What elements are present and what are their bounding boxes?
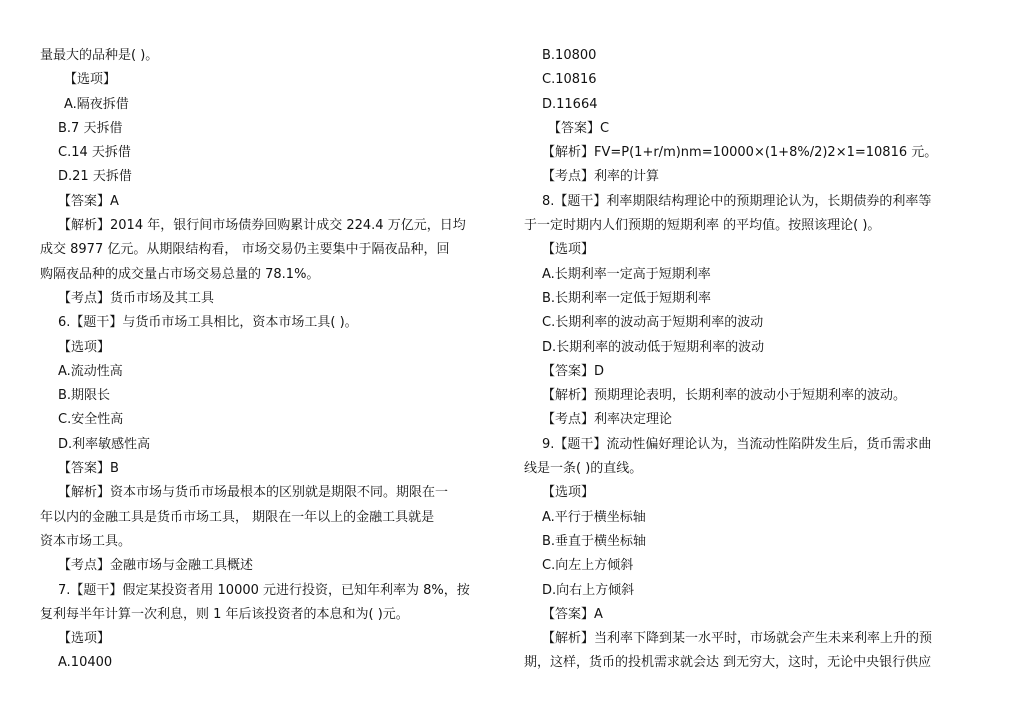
text-line: 购隔夜品种的成交量占市场交易总量的 78.1%。 (40, 266, 320, 282)
text-line: 【考点】利率的计算 (542, 169, 660, 185)
text-line: C.10816 (542, 72, 597, 88)
text-line: 【答案】C (548, 120, 610, 136)
text-line: 7.【题干】假定某投资者用 10000 元进行投资，已知年利率为 8%，按 (58, 582, 470, 598)
text-line: A.流动性高 (58, 363, 123, 379)
text-line: B.10800 (542, 48, 597, 63)
text-line: B.期限长 (58, 388, 111, 404)
text-line: 【答案】B (58, 461, 119, 477)
text-line: 成交 8977 亿元。从期限结构看， 市场交易仍主要集中于隔夜品种，回 (40, 242, 450, 258)
text-line: 【选项】 (58, 339, 111, 355)
text-line: 【解析】资本市场与货币市场最根本的区别就是期限不同。期限在一 (58, 485, 449, 501)
text-line: 6.【题干】与货币市场工具相比，资本市场工具( )。 (58, 315, 358, 331)
right-column (524, 44, 986, 676)
text-line: 【解析】2014 年，银行间市场债券回购累计成交 224.4 万亿元，日均 (58, 218, 466, 234)
text-line: B.垂直于横坐标轴 (542, 533, 647, 549)
text-line: 8.【题干】利率期限结构理论中的预期理论认为，长期债券的利率等 (542, 193, 932, 209)
text-line: 【考点】金融市场与金融工具概述 (58, 558, 254, 574)
text-line: C.安全性高 (58, 412, 124, 428)
text-line: 【解析】当利率下降到某一水平时，市场就会产生未来利率上升的预 (542, 631, 933, 647)
text-line: 【解析】FV=P(1+r/m)nm=10000×(1+8%/2)2×1=10816 元。 (542, 145, 938, 161)
text-line: D.向右上方倾斜 (542, 582, 635, 598)
text-line: 【选项】 (58, 631, 111, 647)
text-line: A.隔夜拆借 (64, 96, 129, 112)
text-line: 复利每半年计算一次利息，则 1 年后该投资者的本息和为( )元。 (40, 606, 409, 622)
text-line: 【选项】 (64, 72, 117, 88)
text-line: 于一定时期内人们预期的短期利率 的平均值。按照该理论( )。 (524, 218, 881, 234)
text-line: 量最大的品种是( )。 (40, 48, 159, 63)
text-line: 线是一条( )的直线。 (524, 461, 643, 477)
text-line: C.长期利率的波动高于短期利率的波动 (542, 315, 764, 331)
text-line: B.7 天拆借 (58, 120, 123, 136)
text-line: 期，这样，货币的投机需求就会达 到无穷大，这时，无论中央银行供应 (524, 655, 932, 671)
text-line: 【考点】货币市场及其工具 (58, 290, 215, 306)
text-line: A.平行于横坐标轴 (542, 509, 646, 525)
text-line: A.10400 (58, 655, 113, 671)
text-line: 9.【题干】流动性偏好理论认为，当流动性陷阱发生后，货币需求曲 (542, 436, 932, 452)
text-line: 【考点】利率决定理论 (542, 412, 673, 428)
text-line: 【选项】 (542, 242, 595, 258)
text-line: B.长期利率一定低于短期利率 (542, 290, 712, 306)
text-line: D.长期利率的波动低于短期利率的波动 (542, 339, 765, 355)
text-line: D.11664 (542, 96, 598, 112)
text-line: 年以内的金融工具是货币市场工具， 期限在一年以上的金融工具就是 (40, 509, 435, 525)
text-line: 【答案】D (542, 363, 605, 379)
text-line: 资本市场工具。 (40, 533, 132, 549)
text-line: D.21 天拆借 (58, 169, 132, 185)
text-line: C.向左上方倾斜 (542, 558, 634, 574)
left-column (40, 44, 502, 676)
text-line: A.长期利率一定高于短期利率 (542, 266, 711, 282)
text-line: 【解析】预期理论表明，长期利率的波动小于短期利率的波动。 (542, 388, 907, 404)
text-line: C.14 天拆借 (58, 145, 131, 161)
text-line: D.利率敏感性高 (58, 436, 151, 452)
text-line: 【选项】 (542, 485, 595, 501)
text-line: 【答案】A (542, 606, 603, 622)
text-line: 【答案】A (58, 193, 119, 209)
